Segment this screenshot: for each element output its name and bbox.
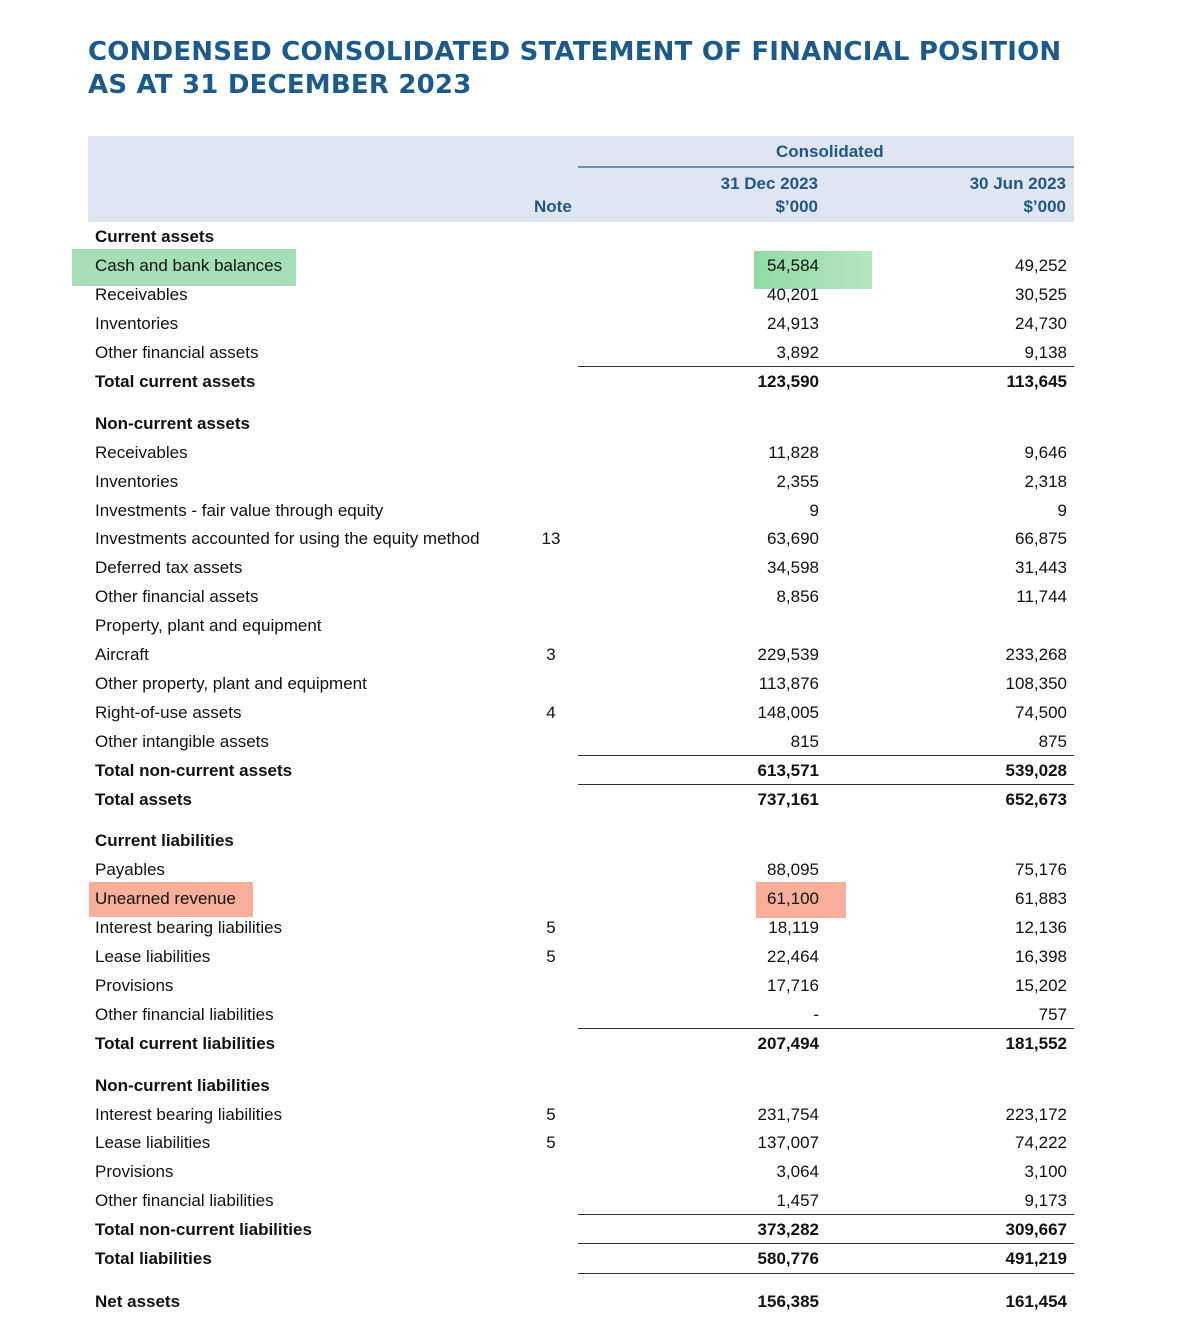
table-row xyxy=(88,698,1074,727)
row-value-dec-2023: 24,913 xyxy=(767,314,819,333)
rule-total-non-current-assets xyxy=(578,755,1074,756)
row-value-jun-2023: 2,318 xyxy=(1024,472,1067,491)
row-value-jun-2023: 31,443 xyxy=(1015,558,1067,577)
row-value-dec-2023: 3,064 xyxy=(776,1162,819,1181)
table-row xyxy=(88,942,1074,971)
table-row xyxy=(88,971,1074,1000)
row-value-jun-2023: 309,667 xyxy=(1005,1220,1067,1239)
row-value-jun-2023: 15,202 xyxy=(1015,976,1067,995)
row-value-jun-2023: 9,173 xyxy=(1024,1191,1067,1210)
row-value-jun-2023: 757 xyxy=(1038,1005,1067,1024)
row-value-dec-2023: 63,690 xyxy=(767,529,819,548)
row-label: Interest bearing liabilities xyxy=(95,1105,283,1124)
row-note: 5 xyxy=(546,947,556,966)
table-row xyxy=(88,756,1074,785)
row-label: Total non-current liabilities xyxy=(95,1220,312,1239)
row-value-jun-2023: 61,883 xyxy=(1015,889,1067,908)
table-row xyxy=(88,553,1074,582)
row-note: 13 xyxy=(541,529,561,548)
rule-total-current-assets xyxy=(578,366,1074,367)
row-value-jun-2023: 491,219 xyxy=(1005,1249,1067,1268)
table-row xyxy=(88,251,1074,280)
row-value-dec-2023: 61,100 xyxy=(767,889,819,908)
row-value-dec-2023: 34,598 xyxy=(767,558,819,577)
row-label: Inventories xyxy=(95,472,179,491)
table-row xyxy=(88,467,1074,496)
row-value-jun-2023: 24,730 xyxy=(1015,314,1067,333)
table-row xyxy=(88,582,1074,611)
row-value-dec-2023: 88,095 xyxy=(767,860,819,879)
row-label: Lease liabilities xyxy=(95,947,211,966)
row-value-dec-2023: 9 xyxy=(809,501,819,520)
row-label: Receivables xyxy=(95,285,188,304)
table-row xyxy=(88,1128,1074,1157)
row-label: Deferred tax assets xyxy=(95,558,243,577)
table-row xyxy=(88,338,1074,367)
row-value-jun-2023: 181,552 xyxy=(1005,1034,1067,1053)
row-label: Non-current assets xyxy=(95,414,250,433)
row-note: 5 xyxy=(546,1105,556,1124)
title-line-2: AS AT 31 DECEMBER 2023 xyxy=(88,70,472,100)
row-label: Non-current liabilities xyxy=(95,1076,270,1095)
row-label: Receivables xyxy=(95,443,188,462)
table-row xyxy=(88,611,1074,640)
row-value-jun-2023: 9,138 xyxy=(1024,343,1067,362)
row-value-jun-2023: 12,136 xyxy=(1015,918,1067,937)
table-row xyxy=(88,826,1074,855)
row-value-jun-2023: 233,268 xyxy=(1005,645,1067,664)
row-value-dec-2023: 54,584 xyxy=(767,256,819,275)
row-value-dec-2023: 123,590 xyxy=(757,372,819,391)
row-value-jun-2023: 113,645 xyxy=(1006,372,1067,391)
row-value-dec-2023: 17,716 xyxy=(767,976,819,995)
row-value-dec-2023: 156,385 xyxy=(757,1292,819,1311)
row-value-jun-2023: 16,398 xyxy=(1015,947,1067,966)
rule-total-current-liabilities xyxy=(578,1028,1074,1029)
row-value-dec-2023: 137,007 xyxy=(757,1133,819,1152)
row-value-dec-2023: - xyxy=(813,1005,819,1024)
row-label: Current liabilities xyxy=(95,831,234,850)
row-value-dec-2023: 11,828 xyxy=(768,443,819,462)
row-label: Total assets xyxy=(95,790,193,809)
row-label: Unearned revenue xyxy=(95,889,236,908)
table-row xyxy=(88,1287,1074,1316)
note-column-header: Note xyxy=(534,197,572,216)
table-row xyxy=(88,524,1074,553)
row-label: Other property, plant and equipment xyxy=(95,674,367,693)
col2-unit-header: $’000 xyxy=(1023,197,1066,216)
col1-unit-header: $’000 xyxy=(775,197,818,216)
row-label: Other financial liabilities xyxy=(95,1005,274,1024)
title-line-1: CONDENSED CONSOLIDATED STATEMENT OF FINANCIAL POSITION xyxy=(88,37,1062,67)
consolidated-underline xyxy=(578,166,1074,168)
row-value-dec-2023: 2,355 xyxy=(776,472,819,491)
row-label: Cash and bank balances xyxy=(95,256,283,275)
row-value-dec-2023: 231,754 xyxy=(757,1105,819,1124)
row-value-dec-2023: 22,464 xyxy=(767,947,819,966)
table-row xyxy=(88,913,1074,942)
row-value-dec-2023: 207,494 xyxy=(757,1034,819,1053)
row-value-jun-2023: 9 xyxy=(1057,501,1067,520)
table-row xyxy=(88,1186,1074,1215)
table-row xyxy=(88,496,1074,525)
row-value-dec-2023: 229,539 xyxy=(757,645,819,664)
row-value-dec-2023: 18,119 xyxy=(768,918,819,937)
row-value-jun-2023: 49,252 xyxy=(1015,256,1067,275)
row-label: Payables xyxy=(95,860,165,879)
row-label: Provisions xyxy=(95,976,174,995)
table-row xyxy=(88,1157,1074,1186)
row-note: 5 xyxy=(546,1133,556,1152)
table-row xyxy=(88,1029,1074,1058)
table-row xyxy=(88,280,1074,309)
row-value-jun-2023: 3,100 xyxy=(1024,1162,1067,1181)
col2-date-header: 30 Jun 2023 xyxy=(969,174,1066,193)
row-value-dec-2023: 148,005 xyxy=(757,703,819,722)
table-row xyxy=(88,1215,1074,1244)
row-label: Current assets xyxy=(95,227,215,246)
table-row xyxy=(88,367,1074,396)
rule-total-non-current-liabilities xyxy=(578,1214,1074,1215)
row-label: Net assets xyxy=(95,1292,181,1311)
row-value-dec-2023: 613,571 xyxy=(757,761,819,780)
row-note: 4 xyxy=(546,703,556,722)
row-value-dec-2023: 580,776 xyxy=(757,1249,819,1268)
row-value-dec-2023: 1,457 xyxy=(776,1191,819,1210)
page-title xyxy=(88,36,1061,102)
row-label: Interest bearing liabilities xyxy=(95,918,283,937)
row-value-dec-2023: 737,161 xyxy=(757,790,819,809)
row-label: Investments - fair value through equity xyxy=(95,501,384,520)
table-row xyxy=(88,669,1074,698)
row-label: Aircraft xyxy=(95,645,149,664)
table-row xyxy=(88,409,1074,438)
row-label: Provisions xyxy=(95,1162,174,1181)
row-value-dec-2023: 3,892 xyxy=(776,343,819,362)
row-value-jun-2023: 66,875 xyxy=(1015,529,1067,548)
row-value-jun-2023: 539,028 xyxy=(1005,761,1067,780)
row-value-jun-2023: 652,673 xyxy=(1005,790,1067,809)
rule-net-assets xyxy=(578,1273,1074,1274)
row-value-jun-2023: 30,525 xyxy=(1015,285,1067,304)
table-row xyxy=(88,785,1074,814)
row-value-jun-2023: 223,172 xyxy=(1005,1105,1067,1124)
table-row xyxy=(88,855,1074,884)
row-label: Total current assets xyxy=(95,372,256,391)
row-label: Right-of-use assets xyxy=(95,703,242,722)
table-header-band xyxy=(88,136,1074,222)
table-row xyxy=(88,1071,1074,1100)
table-row xyxy=(88,438,1074,467)
row-value-dec-2023: 815 xyxy=(790,732,819,751)
row-label: Investments accounted for using the equity method xyxy=(95,529,480,548)
row-label: Other intangible assets xyxy=(95,732,269,751)
row-value-dec-2023: 373,282 xyxy=(757,1220,819,1239)
row-value-jun-2023: 875 xyxy=(1038,732,1067,751)
row-label: Total liabilities xyxy=(95,1249,212,1268)
col1-date-header: 31 Dec 2023 xyxy=(720,174,818,193)
table-row xyxy=(88,1244,1074,1273)
row-value-jun-2023: 11,744 xyxy=(1016,587,1067,606)
row-label: Property, plant and equipment xyxy=(95,616,322,635)
table-row xyxy=(88,1100,1074,1129)
row-label: Other financial assets xyxy=(95,343,259,362)
row-label: Total current liabilities xyxy=(95,1034,276,1053)
table-row xyxy=(88,309,1074,338)
row-value-dec-2023: 40,201 xyxy=(767,285,819,304)
row-label: Total non-current assets xyxy=(95,761,293,780)
row-label: Lease liabilities xyxy=(95,1133,211,1152)
row-value-jun-2023: 74,500 xyxy=(1015,703,1067,722)
row-value-jun-2023: 161,454 xyxy=(1005,1292,1067,1311)
row-note: 5 xyxy=(546,918,556,937)
table-row xyxy=(88,222,1074,251)
row-note: 3 xyxy=(546,645,556,664)
row-value-dec-2023: 113,876 xyxy=(758,674,819,693)
table-row xyxy=(88,640,1074,669)
row-value-dec-2023: 8,856 xyxy=(776,587,819,606)
rule-total-assets xyxy=(578,784,1074,785)
row-value-jun-2023: 74,222 xyxy=(1015,1133,1067,1152)
table-row xyxy=(88,727,1074,756)
row-value-jun-2023: 108,350 xyxy=(1005,674,1067,693)
row-value-jun-2023: 75,176 xyxy=(1015,860,1067,879)
table-row xyxy=(88,1000,1074,1029)
table-row xyxy=(88,884,1074,913)
row-label: Other financial assets xyxy=(95,587,259,606)
consolidated-heading: Consolidated xyxy=(776,142,884,161)
row-label: Other financial liabilities xyxy=(95,1191,274,1210)
row-label: Inventories xyxy=(95,314,179,333)
rule-total-liabilities xyxy=(578,1243,1074,1244)
row-value-jun-2023: 9,646 xyxy=(1024,443,1067,462)
